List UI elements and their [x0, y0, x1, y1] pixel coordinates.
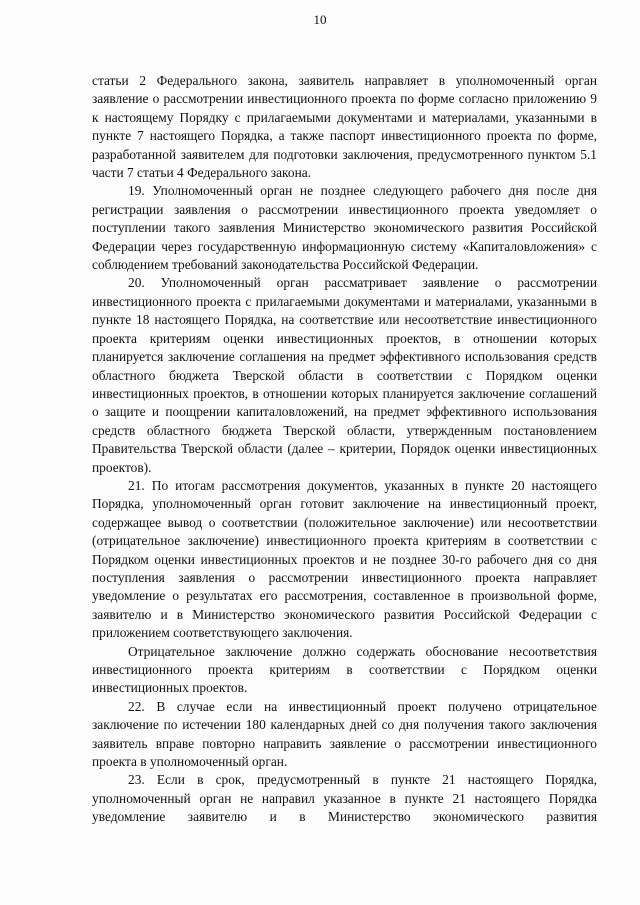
paragraph-23: 23. Если в срок, предусмотренный в пункте 21 настоящего Порядка, уполномоченный орган не направил указанное в пункте 21 настоящего Порядка уведомление заявителю и в Министерство экономического развития [92, 772, 597, 825]
paragraph-21: 21. По итогам рассмотрения документов, указанных в пункте 20 настоящего Порядка, уполномоченный орган готовит заключение на инвестиционный проект, содержащее вывод о соответствии (положительное заключение) или несоответствии (отрицательное заключение) инвестиционного проекта критериям в соответствии с Порядком оценки инвестиционных проектов и не позднее 30-го рабочего дня со дня поступления заявления о рассмотрении инвестиционного проекта направляет уведомление о результатах его рассмотрения, составленное в произвольной форме, заявителю и в Министерство экономического развития Российской Федерации с приложением соответствующего заключения. [92, 477, 597, 641]
paragraph-20: 20. Уполномоченный орган рассматривает заявление о рассмотрении инвестиционного проекта с прилагаемыми документами и материалами, указанными в пункте 18 настоящего Порядка, на соответствие или несоответствие инвестиционного проекта критериям оценки инвестиционных проектов, в отношении которых планируется заключение соглашения на предмет эффективного использования средств областного бюджета Тверской области в соответствии с Порядком оценки инвестиционных проектов, в отношении которых планируется заключение соглашений о защите и поощрении капиталовложений, на предмет эффективного использования средств областного бюджета Тверской области, утвержденным постановлением Правительства Тверской области (далее – критерии, Порядок оценки инвестиционных проектов). [92, 275, 597, 475]
paragraph-continuation: статьи 2 Федерального закона, заявитель направляет в уполномоченный орган заявление о рассмотрении инвестиционного проекта по форме согласно приложению 9 к настоящему Порядку с прилагаемыми документами и материалами, указанными в пункте 7 настоящего Порядка, а также паспорт инвестиционного проекта по форме, разработанной заявителем для подготовки заключения, предусмотренного пунктом 5.1 части 7 статьи 4 Федерального закона. [92, 73, 597, 181]
paragraph-22: 22. В случае если на инвестиционный проект получено отрицательное заключение по истечении 180 календарных дней со дня получения такого заключения заявитель вправе повторно направить заявление о рассмотрении инвестиционного проекта в уполномоченный орган. [92, 698, 597, 770]
page-number: 10 [313, 12, 327, 27]
document-body [92, 72, 597, 827]
paragraph-19: 19. Уполномоченный орган не позднее следующего рабочего дня после дня регистрации заявления о рассмотрении инвестиционного проекта уведомляет о поступлении такого заявления Министерство экономического развития Российской Федерации через государственную информационную систему «Капиталовложения» с соблюдением требований законодательства Российской Федерации. [92, 183, 597, 273]
paragraph-21-negative-conclusion: Отрицательное заключение должно содержать обоснование несоответствия инвестиционного проекта критериям в соответствии с Порядком оценки инвестиционных проектов. [92, 643, 597, 696]
